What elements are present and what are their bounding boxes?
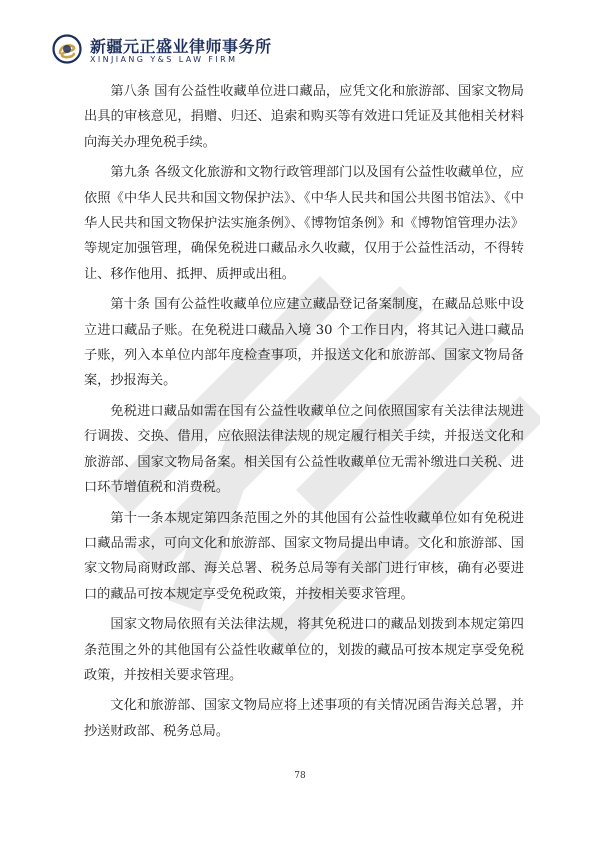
paragraph-notification: 文化和旅游部、国家文物局应将上述事项的有关情况函告海关总署，并抄送财政部、税务总局。 bbox=[84, 698, 524, 739]
paragraph-allocation: 国家文物局依照有关法律法规，将其免税进口的藏品划拨到本规定第四条范围之外的其他国有公益性收藏单位的，划拨的藏品可按本规定享受免税政策，并按相关要求管理。 bbox=[84, 617, 524, 683]
paragraph-article-11: 第十一条本规定第四条范围之外的其他国有公益性收藏单位如有免税进口藏品需求，可向文化和旅游部、国家文物局提出申请。文化和旅游部、国家文物局商财政部、海关总署、税务总局等有关部门进行审核，确有必要进口的藏品可按本规定享受免税政策，并按相关要求管理。 bbox=[84, 510, 524, 602]
page-number: 78 bbox=[294, 771, 306, 781]
document-body bbox=[84, 79, 524, 749]
firm-logo-icon bbox=[52, 34, 82, 64]
paragraph-article-8: 第八条 国有公益性收藏单位进口藏品，应凭文化和旅游部、国家文物局出具的审核意见，捐赠、归还、追索和购买等有效进口凭证及其他相关材料向海关办理免税手续。 bbox=[84, 84, 524, 150]
firm-name: 新疆元正盛业律师事务所 bbox=[90, 37, 272, 56]
paragraph-transfer: 免税进口藏品如需在国有公益性收藏单位之间依照国家有关法律法规进行调拨、交换、借用，应依照法律法规的规定履行相关手续，并报送文化和旅游部、国家文物局备案。相关国有公益性收藏单位无需补缴进口关税、进口环节增值税和消费税。 bbox=[84, 403, 524, 496]
page-header bbox=[52, 32, 312, 72]
firm-name-en: XINJIANG Y&S LAW FIRM bbox=[90, 55, 238, 64]
paragraph-article-10: 第十条 国有公益性收藏单位应建立藏品登记备案制度，在藏品总账中设立进口藏品子账。在免税进口藏品入境 30 个工作日内，将其记入进口藏品子账，列入本单位内部年度检查事项，并报送文化和旅游部、国家文物局备案，抄报海关。 bbox=[84, 297, 524, 389]
paragraph-article-9: 第九条 各级文化旅游和文物行政管理部门以及国有公益性收藏单位，应依照《中华人民共和国文物保护法》、《中华人民共和国公共图书馆法》、《中华人民共和国文物保护法实施条例》、《博物馆条例》和《博物馆管理办法》等规定加强管理，确保免税进口藏品永久收藏，仅用于公益性活动，不得转让、移作他用、抵押、质押或出租。 bbox=[84, 165, 524, 282]
